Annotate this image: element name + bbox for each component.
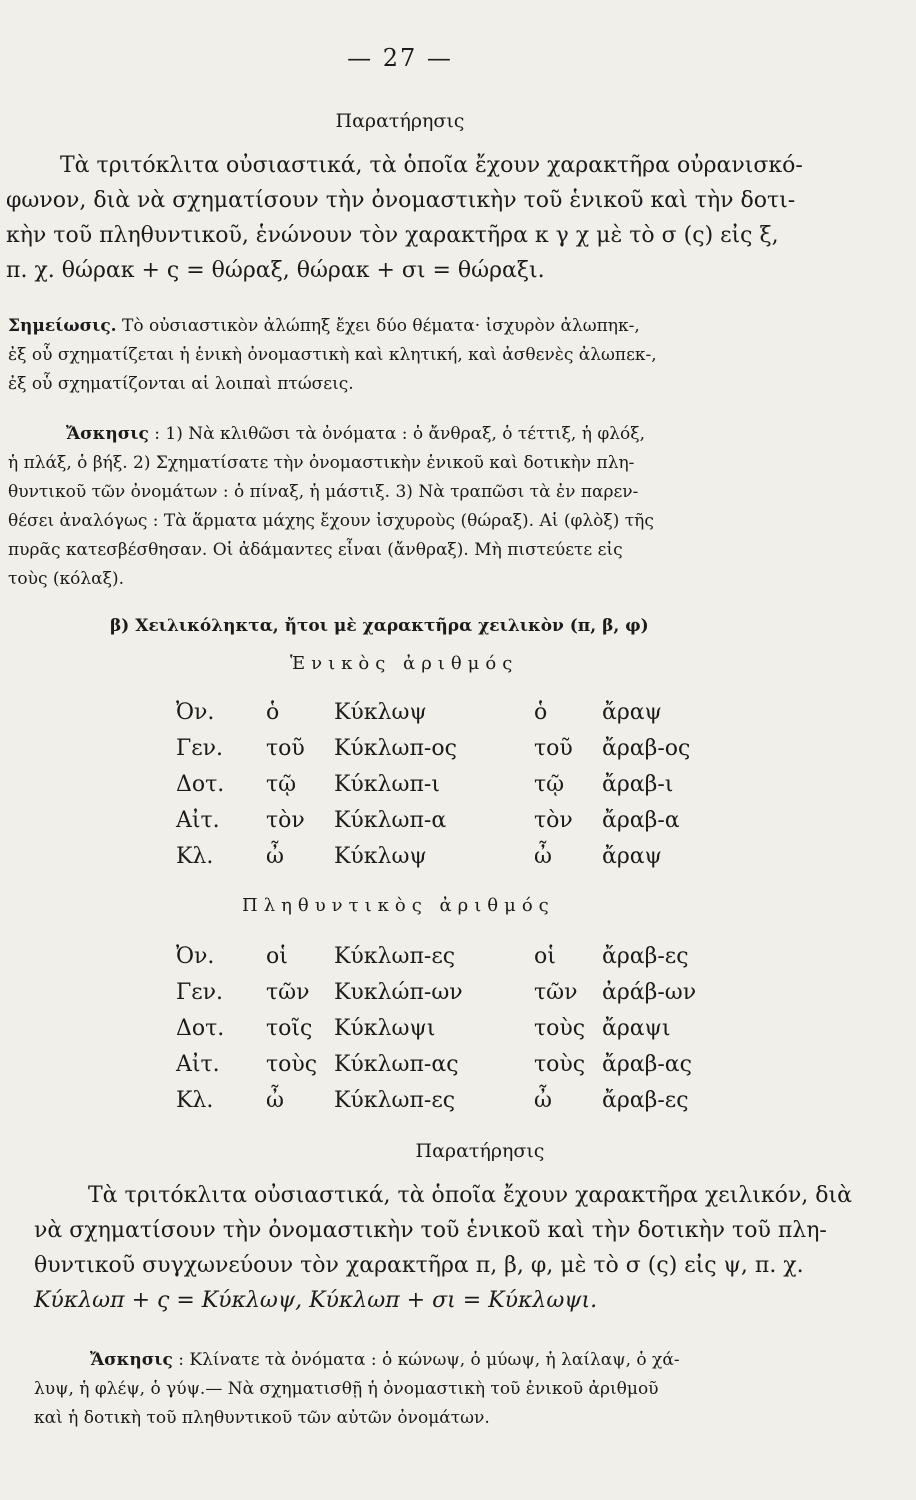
note-label: Σημείωσις. [8,316,117,336]
noun-araps: ἄραβ-ος [602,735,691,761]
noun-araps: ἄραβ-ες [602,1087,689,1113]
noun-kyklops: Κύκλωπ-ος [334,735,457,761]
section1-paragraph [0,148,916,288]
table-row [176,974,762,1010]
text-line: θυντικοῦ τῶν ὀνομάτων : ὁ πίναξ, ἡ μάστιξ. 3) Νὰ τραπῶσι τὰ ἐν παρεν- [8,482,639,502]
text-line: θέσει ἀναλόγως : Τὰ ἅρματα μάχης ἔχουν ἰσχυροὺς (θώραξ). Αἱ (φλὸξ) τῆς [8,511,654,531]
text-line: Κύκλωπ + ς = Κύκλωψ, Κύκλωπ + σι = Κύκλωψι. [34,1288,598,1313]
section1-heading: Παρατήρησις [335,110,465,132]
article: τοῦ [266,735,305,761]
noun-kyklops: Κύκλωπ-ες [334,1087,456,1113]
table-row [176,1010,762,1046]
article: τοῖς [266,1015,313,1041]
text-line: τοὺς (κόλαξ). [8,569,125,589]
case-label: Αἰτ. [176,1051,220,1077]
article: τῶν [534,979,578,1005]
noun-kyklops: Κύκλωψ [334,843,427,869]
case-label: Γεν. [176,735,224,761]
noun-araps: ἄραβ-ι [602,771,674,797]
noun-kyklops: Κύκλωψ [334,699,427,725]
exercise2-paragraph [34,1346,680,1433]
exercise1-paragraph [8,420,654,594]
table-row [176,694,762,730]
table-row [176,730,762,766]
noun-araps: ἄραβ-ες [602,943,689,969]
section2-heading: Παρατήρησις [415,1140,545,1162]
article: ὁ [266,699,280,725]
text-line: καὶ ἡ δοτικὴ τοῦ πληθυντικοῦ τῶν αὐτῶν ὀνομάτων. [34,1408,490,1428]
table-row [176,1046,762,1082]
article: τοὺς [534,1015,586,1041]
case-label: Κλ. [176,1087,214,1113]
noun-araps: ἄραβ-ας [602,1051,692,1077]
case-label: Δοτ. [176,1015,225,1041]
article: ὦ [534,1087,552,1113]
case-label: Γεν. [176,979,224,1005]
noun-kyklops: Κύκλωπ-ι [334,771,440,797]
table-row [176,838,762,874]
text-line: : 1) Νὰ κλιθῶσι τὰ ὀνόματα : ὁ ἄνθραξ, ὁ τέττιξ, ἡ φλόξ, [148,424,646,444]
article: τῷ [266,771,297,797]
noun-kyklops: Κύκλωπ-ες [334,943,456,969]
text-line: π. χ. θώρακ + ς = θώραξ, θώρακ + σι = θώραξι. [6,258,545,283]
article: οἱ [266,943,288,969]
text-line: θυντικοῦ συγχωνεύουν τὸν χαρακτῆρα π, β, φ, μὲ τὸ σ (ς) εἰς ψ, π. χ. [34,1253,804,1278]
noun-araps: ἄραψι [602,1015,671,1041]
table-row [176,766,762,802]
noun-araps: ἄραψ [602,843,662,869]
noun-kyklops: Κυκλώπ-ων [334,979,463,1005]
noun-kyklops: Κύκλωψι [334,1015,436,1041]
plural-title: Πληθυντικὸς ἀριθμός [242,895,555,916]
page-number: — 27 — [347,44,453,72]
text-line: Τὰ τριτόκλιτα οὐσιαστικά, τὰ ὁποῖα ἔχουν χαρακτῆρα χειλικόν, διὰ [88,1183,852,1208]
case-label: Δοτ. [176,771,225,797]
article: τῶν [266,979,310,1005]
text-line: : Κλίνατε τὰ ὀνόματα : ὁ κώνωψ, ὁ μύωψ, ἡ λαίλαψ, ὁ χά- [172,1350,680,1370]
noun-kyklops: Κύκλωπ-α [334,807,447,833]
article: ὁ [534,699,548,725]
text-line: ἐξ οὗ σχηματίζονται αἱ λοιπαὶ πτώσεις. [8,374,354,394]
article: τοὺς [266,1051,318,1077]
noun-kyklops: Κύκλωπ-ας [334,1051,459,1077]
article: ὦ [534,843,552,869]
case-label: Αἰτ. [176,807,220,833]
text-line: ἐξ οὗ σχηματίζεται ἡ ἑνικὴ ὀνομαστικὴ καὶ κλητική, καὶ ἀσθενὲς ἀλωπεκ-, [8,345,657,365]
article: τοῦ [534,735,573,761]
text-line: Τὸ οὐσιαστικὸν ἀλώπηξ ἔχει δύο θέματα· ἰσχυρὸν ἀλωπηκ-, [116,316,640,336]
exercise2-label: Ἄσκησις [90,1350,173,1370]
singular-table [176,694,762,874]
case-label: Ὀν. [176,699,215,725]
article: τὸν [534,807,573,833]
text-line: νὰ σχηματίσουν τὴν ὀνομαστικὴν τοῦ ἑνικοῦ καὶ τὴν δοτικὴν τοῦ πλη- [34,1218,827,1243]
text-line: ἡ πλάξ, ὁ βήξ. 2) Σχηματίσατε τὴν ὀνομαστικὴν ἑνικοῦ καὶ δοτικὴν πλη- [8,453,635,473]
table-row [176,802,762,838]
section-b-heading: β) Χειλικόληκτα, ἤτοι μὲ χαρακτῆρα χειλικὸν (π, β, φ) [110,616,649,636]
article: τὸν [266,807,305,833]
case-label: Κλ. [176,843,214,869]
table-row [176,1082,762,1118]
article: ὦ [266,1087,284,1113]
article: οἱ [534,943,556,969]
text-line: φωνον, διὰ νὰ σχηματίσουν τὴν ὀνομαστικὴν τοῦ ἑνικοῦ καὶ τὴν δοτι- [6,188,796,213]
text-line: πυρᾶς κατεσβέσθησαν. Οἱ ἀδάμαντες εἶναι (ἄνθραξ). Μὴ πιστεύετε εἰς [8,540,623,560]
text-line: Τὰ τριτόκλιτα οὐσιαστικά, τὰ ὁποῖα ἔχουν χαρακτῆρα οὐρανισκό- [60,153,803,178]
plural-table [176,938,762,1118]
noun-araps: ἄραβ-α [602,807,680,833]
exercise1-label: Ἄσκησις [66,424,149,444]
table-row [176,938,762,974]
section2-paragraph [34,1178,852,1318]
article: τῷ [534,771,565,797]
text-line: κὴν τοῦ πληθυντικοῦ, ἑνώνουν τὸν χαρακτῆρα κ γ χ μὲ τὸ σ (ς) εἰς ξ, [6,223,779,248]
article: ὦ [266,843,284,869]
text-line: λυψ, ἡ φλέψ, ὁ γύψ.— Νὰ σχηματισθῇ ἡ ὀνομαστικὴ τοῦ ἑνικοῦ ἀριθμοῦ [34,1379,659,1399]
noun-araps: ἀράβ-ων [602,979,697,1005]
article: τοὺς [534,1051,586,1077]
note-paragraph [8,312,657,399]
noun-araps: ἄραψ [602,699,662,725]
case-label: Ὀν. [176,943,215,969]
singular-title: Ἑνικὸς ἀριθμός [290,653,519,674]
